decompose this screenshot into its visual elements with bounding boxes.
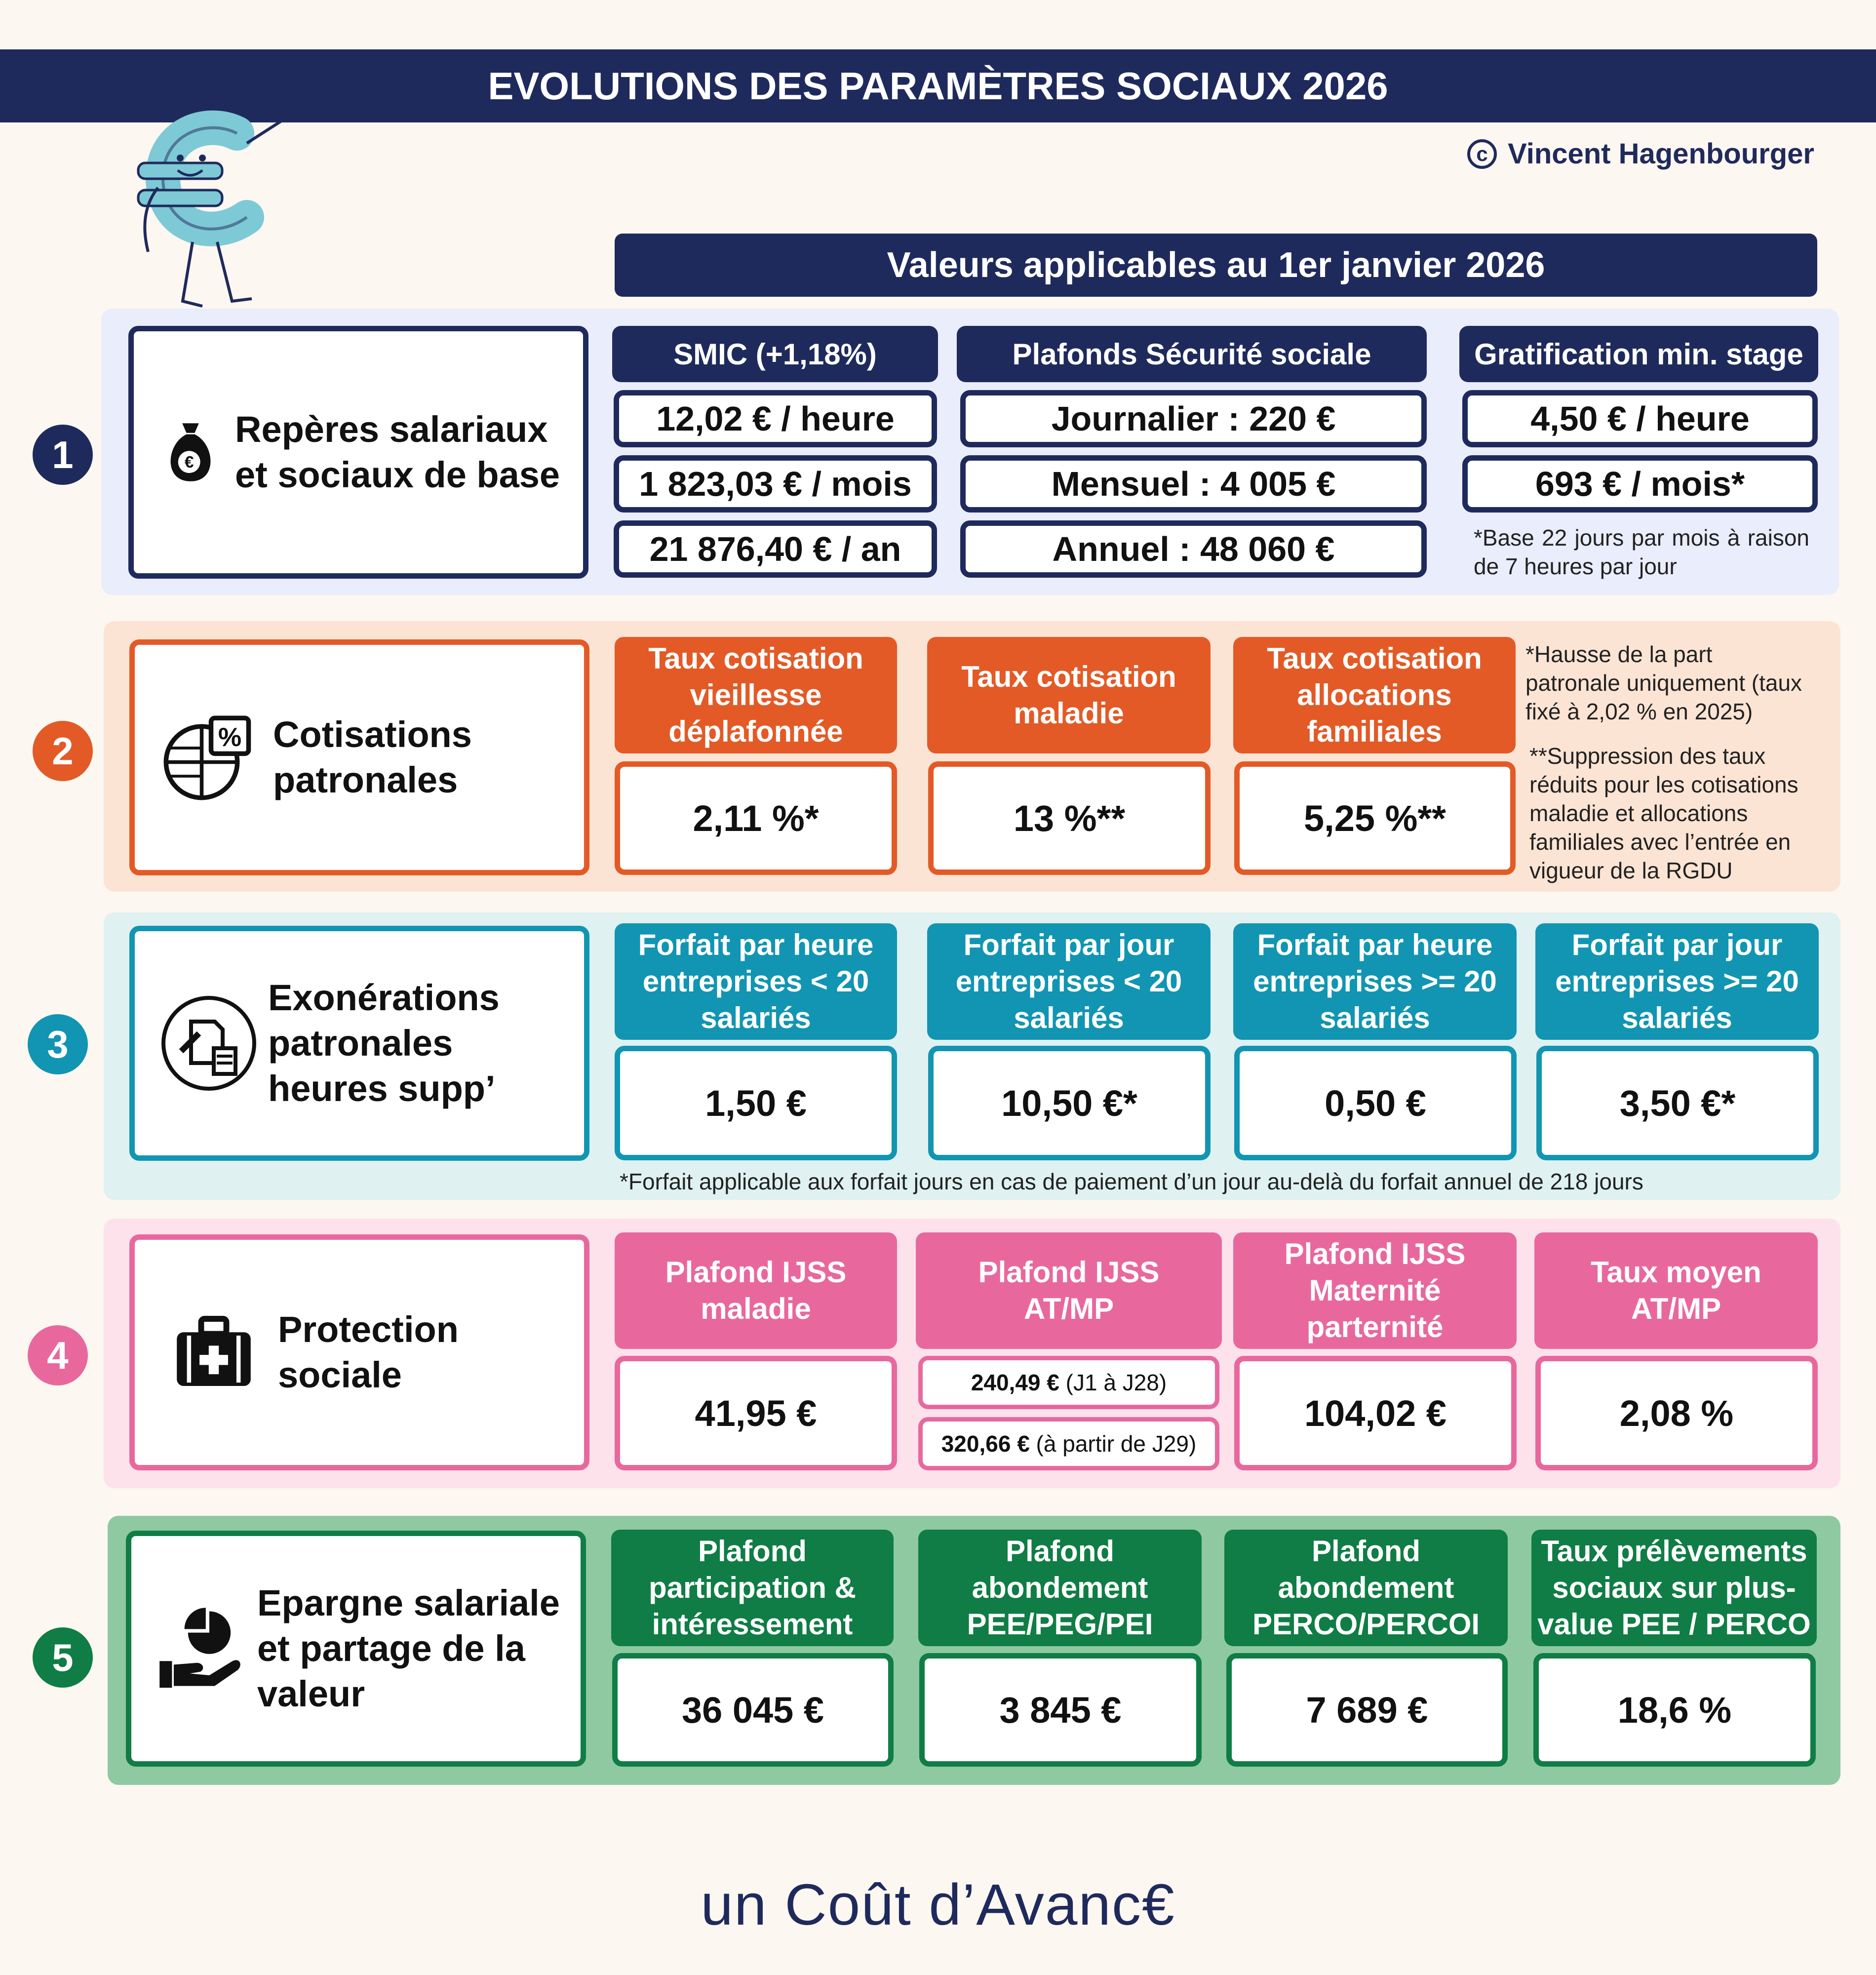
section-5-header: Plafond abondement PERCO/PERCOI [1224,1530,1508,1646]
section-3-value: 0,50 € [1234,1046,1517,1160]
section-4-number: 4 [28,1325,88,1385]
section-2-note-1: *Hausse de la part patronale uniquement (taux fixé à 2,02 % en 2025) [1525,641,1802,724]
subtitle: Valeurs applicables au 1er janvier 2026 [887,245,1545,285]
euro-mascot-icon [133,104,321,311]
section-4-header: Plafond IJSS AT/MP [916,1232,1222,1349]
section-2-note-2: **Suppression des taux réduits pour les cotisations maladie et allocations familiales avec l’entrée en vigueur de la RGDU [1529,743,1798,883]
section-3-note: *Forfait applicable aux forfait jours en cas de paiement d’un jour au-delà du forfait annuel de 218 jours [620,1169,1643,1194]
subtitle-banner [615,234,1817,297]
copyright-icon: c [1467,139,1497,169]
section-3-header: Forfait par jour entreprises >= 20 salariés [1535,923,1819,1040]
section-4-value: 41,95 € [615,1356,897,1470]
section-3-value: 10,50 €* [928,1046,1211,1160]
author-credit [1467,137,1814,170]
section-3-header: Forfait par heure entreprises < 20 salariés [615,923,897,1040]
section-5-header: Taux prélèvements sociaux sur plus- value PEE / PERCO [1531,1530,1817,1646]
section-1-header: Plafonds Sécurité sociale [957,326,1427,382]
page-title: EVOLUTIONS DES PARAMÈTRES SOCIAUX 2026 [488,64,1388,108]
section-1-value: 12,02 € / heure [614,390,937,447]
section-4-value-j1: 240,49 € (J1 à J28) [918,1356,1219,1409]
section-5-value: 36 045 € [612,1653,894,1767]
section-2-number: 2 [33,721,93,781]
section-5-value: 18,6 % [1533,1653,1816,1767]
author-name: Vincent Hagenbourger [1508,138,1814,170]
section-1-value: Mensuel : 4 005 € [960,455,1427,513]
section-4-value: 2,08 % [1535,1356,1818,1470]
money-bag-icon [156,413,225,492]
svg-text:%: % [218,723,242,752]
section-1-value: 21 876,40 € / an [614,520,937,578]
section-1-number: 1 [33,425,93,485]
section-5-category [126,1531,586,1767]
section-3-value: 1,50 € [615,1046,897,1160]
section-5-header: Plafond abondement PEE/PEG/PEI [918,1530,1202,1646]
section-4-value-j29: 320,66 € (à partir de J29) [918,1417,1219,1470]
section-3-number: 3 [28,1014,88,1074]
pie-chart-percent-icon [159,711,253,804]
section-2-value: 2,11 %* [615,761,897,875]
section-1-category [128,326,588,579]
section-1-note: *Base 22 jours par mois à raison de 7 heures par jour [1474,525,1809,579]
section-1-value: Annuel : 48 060 € [960,520,1427,578]
section-4-header: Taux moyen AT/MP [1534,1232,1818,1349]
section-1-header: SMIC (+1,18%) [612,326,938,382]
section-4-value: 104,02 € [1234,1356,1517,1470]
section-5-header: Plafond participation & intéressement [611,1530,894,1646]
svg-text:€: € [184,453,194,472]
section-1-title: Repères salariaux et sociaux de base [235,409,560,495]
section-3-header: Forfait par heure entreprises >= 20 salariés [1233,923,1517,1040]
document-calculator-icon [159,994,258,1093]
section-5-title: Epargne salariale et partage de la valeur [257,1582,560,1714]
brand-logo: un Coût d’Avanc€ [701,1872,1175,1937]
section-3-category [129,926,589,1161]
section-3-title: Exonérations patronales heures supp’ [268,977,500,1109]
section-5-value: 3 845 € [919,1653,1202,1767]
section-2-header: Taux cotisation allocations familiales [1233,637,1516,753]
section-2-header: Taux cotisation maladie [927,637,1211,753]
hand-pie-chart-icon [156,1604,245,1693]
section-3-value: 3,50 €* [1536,1046,1819,1160]
section-3-header: Forfait par jour entreprises < 20 salariés [927,923,1211,1040]
section-4-header: Plafond IJSS Maternité parternité [1233,1232,1517,1349]
section-4-category [129,1234,589,1470]
section-2-header: Taux cotisation vieillesse déplafonnée [615,637,897,753]
section-1-header: Gratification min. stage [1459,326,1818,382]
section-2-title: Cotisations patronales [273,714,472,800]
section-2-value: 13 %** [928,761,1211,875]
section-4-title: Protection sociale [278,1309,459,1395]
section-5-number: 5 [33,1627,93,1688]
medical-kit-icon [172,1310,256,1394]
section-2-category [129,639,589,875]
section-1-value: 693 € / mois* [1462,455,1818,513]
section-5-value: 7 689 € [1226,1653,1508,1767]
section-2-value: 5,25 %** [1234,761,1516,875]
section-1-value: Journalier : 220 € [960,390,1427,447]
section-4-header: Plafond IJSS maladie [615,1232,897,1349]
section-1-value: 1 823,03 € / mois [614,455,937,513]
section-1-value: 4,50 € / heure [1462,390,1818,447]
